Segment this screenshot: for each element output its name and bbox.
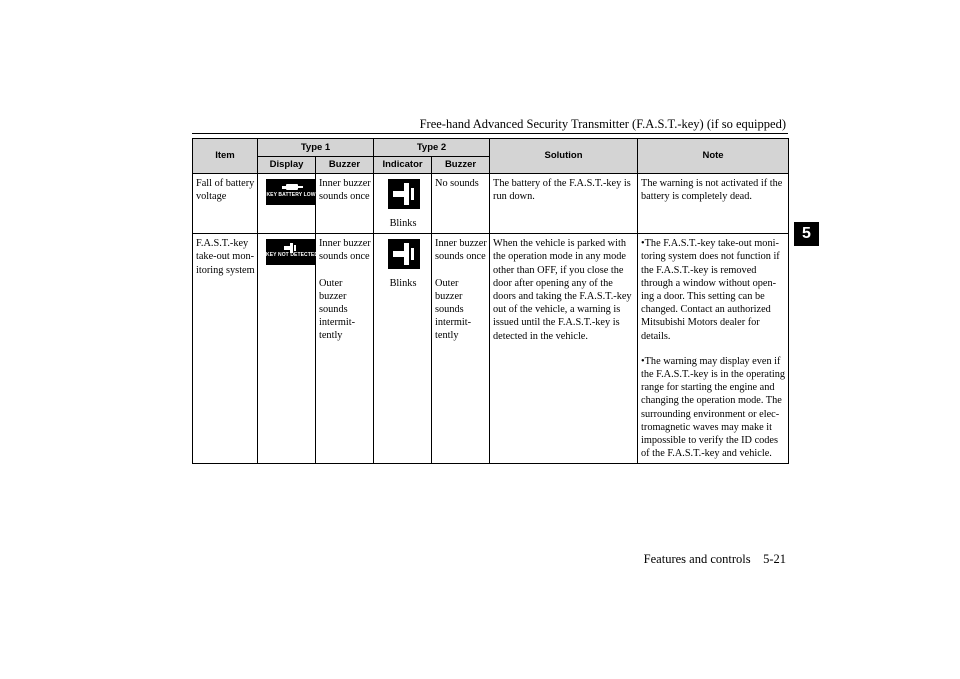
header-display: Display	[258, 157, 316, 174]
page-footer: Features and controls 5-21	[643, 552, 786, 566]
buzzer-extra-text: Outer buzzer sounds intermit-tently	[435, 277, 472, 342]
header-indicator: Indicator	[374, 157, 432, 174]
row-solution: When the vehicle is parked with the operation mode in any mode other than OFF, if you close the door after opening any of the doors and taking the F.A.S.T.-key out of the vehicle, a warning is issued until the F.A.S.T.-key is detected in the vehicle.	[490, 234, 638, 464]
row-indicator	[374, 234, 432, 464]
key-indicator-icon	[388, 239, 420, 269]
row-item: F.A.S.T.-key take-out mon-itoring system	[193, 234, 258, 464]
header-type1: Type 1	[258, 139, 374, 157]
buzzer-text: No sounds	[435, 178, 479, 189]
row-display	[258, 174, 316, 234]
row-buzzer-type2	[432, 234, 490, 464]
indicator-status: Blinks	[389, 218, 417, 229]
table-row	[193, 174, 789, 234]
note-text: The warning is not activated if the battery is completely dead.	[641, 178, 783, 203]
row-note	[638, 234, 789, 464]
key-not-detected-display-image	[266, 239, 319, 265]
header-solution: Solution	[490, 139, 638, 174]
row-buzzer-type1	[316, 174, 374, 234]
display-caption: KEY BATTERY LOW	[266, 191, 316, 198]
header-rule	[192, 133, 788, 134]
header-buzzer-type1: Buzzer	[316, 157, 374, 174]
key-battery-low-display-image	[266, 179, 316, 205]
row-indicator	[374, 174, 432, 234]
row-buzzer-type1	[316, 234, 374, 464]
header-note: Note	[638, 139, 789, 174]
row-display	[258, 234, 319, 464]
header-type2: Type 2	[374, 139, 490, 157]
header-buzzer-type2: Buzzer	[432, 157, 490, 174]
buzzer-text: Inner buzzer sounds once	[435, 238, 487, 263]
buzzer-extra-text: Outer buzzer sounds intermit-tently	[319, 277, 356, 342]
header-item: Item	[193, 139, 258, 174]
buzzer-text: Inner buzzer sounds once	[319, 178, 371, 203]
table-row	[193, 234, 789, 464]
page-header-title: Free-hand Advanced Security Transmitter (F.A.S.T.-key) (if so equipped)	[419, 117, 786, 131]
key-indicator-icon	[388, 179, 420, 209]
note-text: •The warning may display even if the F.A.S.T.-key is in the operating range for starting the engine and changing the operation mode. The surrounding environment or elec-tromagnetic waves may make it impossible to verify the ID codes of the F.A.S.T.-key and vehicle.	[641, 355, 786, 460]
row-item: Fall of battery voltage	[193, 174, 258, 234]
indicator-status: Blinks	[389, 278, 417, 290]
warning-table	[192, 138, 789, 464]
buzzer-text: Inner buzzer sounds once	[319, 238, 371, 263]
display-caption: KEY NOT DETECTED	[266, 252, 319, 258]
row-solution: The battery of the F.A.S.T.-key is run down.	[490, 174, 638, 234]
note-text: •The F.A.S.T.-key take-out moni-toring system does not function if the F.A.S.T.-key is removed through a window without open-ing a door. This setting can be changed. Contact an authorized Mitsubishi Motors dealer for details.	[641, 238, 780, 342]
chapter-tab[interactable]: 5	[794, 222, 819, 246]
row-buzzer-type2	[432, 174, 490, 234]
row-note	[638, 174, 789, 234]
